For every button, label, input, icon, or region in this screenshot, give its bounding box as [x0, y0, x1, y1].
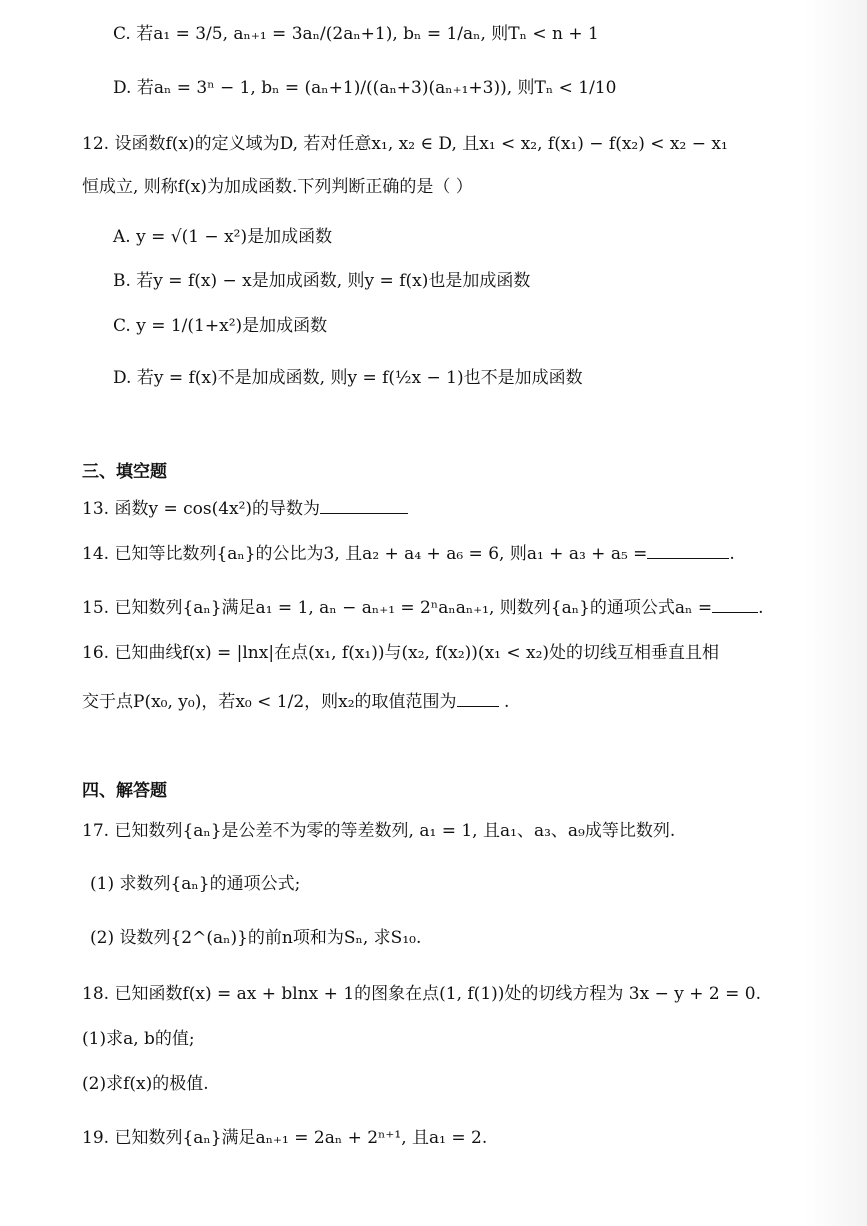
q13-answer-blank — [320, 495, 408, 514]
q13 — [82, 495, 408, 521]
q15-text: 15. 已知数列{aₙ}满足a₁ = 1, aₙ − aₙ₊₁ = 2ⁿaₙaₙ₊₁, 则数列{aₙ}的通项公式aₙ = — [82, 598, 713, 618]
q15-tail: . — [758, 598, 764, 618]
q16-text: 交于点P(x₀, y₀)，若x₀ < 1/2，则x₂的取值范围为 — [82, 692, 457, 712]
scan-edge-shadow — [805, 0, 867, 1226]
q12-stem-line2: 恒成立, 则称f(x)为加成函数.下列判断正确的是（ ） — [82, 177, 473, 197]
q18-part2: (2)求f(x)的极值. — [82, 1074, 209, 1094]
q15 — [82, 594, 763, 620]
q14-answer-blank — [647, 540, 729, 559]
q14-tail: . — [729, 544, 735, 564]
q17-part1: (1) 求数列{aₙ}的通项公式; — [90, 874, 301, 894]
q16-line1: 16. 已知曲线f(x) = |lnx|在点(x₁, f(x₁))与(x₂, f(x₂))(x₁ < x₂)处的切线互相垂直且相 — [82, 643, 720, 663]
q12-option-c: C. y = 1/(1+x²)是加成函数 — [113, 316, 328, 336]
q11-option-d: D. 若aₙ = 3ⁿ − 1, bₙ = (aₙ+1)/((aₙ+3)(aₙ₊₁+3)), 则Tₙ < 1/10 — [113, 78, 617, 98]
q14 — [82, 540, 735, 566]
q16-tail: . — [498, 692, 510, 712]
q12-option-b: B. 若y = f(x) − x是加成函数, 则y = f(x)也是加成函数 — [113, 271, 531, 291]
q17-part2: (2) 设数列{2^(aₙ)}的前n项和为Sₙ, 求S₁₀. — [90, 928, 422, 948]
q17-stem: 17. 已知数列{aₙ}是公差不为零的等差数列, a₁ = 1, 且a₁、a₃、a₉成等比数列. — [82, 821, 676, 841]
q14-text: 14. 已知等比数列{aₙ}的公比为3, 且a₂ + a₄ + a₆ = 6, 则a₁ + a₃ + a₅ = — [82, 544, 648, 564]
q15-answer-blank — [712, 594, 758, 613]
q12-option-d: D. 若y = f(x)不是加成函数, 则y = f(½x − 1)也不是加成函数 — [113, 368, 583, 388]
q11-option-c: C. 若a₁ = 3/5, aₙ₊₁ = 3aₙ/(2aₙ+1), bₙ = 1/aₙ, 则Tₙ < n + 1 — [113, 24, 599, 44]
q12-option-a: A. y = √(1 − x²)是加成函数 — [113, 227, 333, 247]
q19-stem: 19. 已知数列{aₙ}满足aₙ₊₁ = 2aₙ + 2ⁿ⁺¹, 且a₁ = 2. — [82, 1128, 488, 1148]
q18-part1: (1)求a, b的值; — [82, 1029, 195, 1049]
q16-answer-blank — [457, 688, 499, 707]
q18-stem: 18. 已知函数f(x) = ax + blnx + 1的图象在点(1, f(1))处的切线方程为 3x − y + 2 = 0. — [82, 984, 761, 1004]
section-fill-in-title: 三、填空题 — [82, 462, 167, 482]
q12-stem-line1: 12. 设函数f(x)的定义域为D, 若对任意x₁, x₂ ∈ D, 且x₁ < x₂, f(x₁) − f(x₂) < x₂ − x₁ — [82, 134, 728, 154]
section-answer-title: 四、解答题 — [82, 781, 167, 801]
q16-line2 — [82, 688, 509, 714]
q13-text: 13. 函数y = cos(4x²)的导数为 — [82, 499, 321, 519]
